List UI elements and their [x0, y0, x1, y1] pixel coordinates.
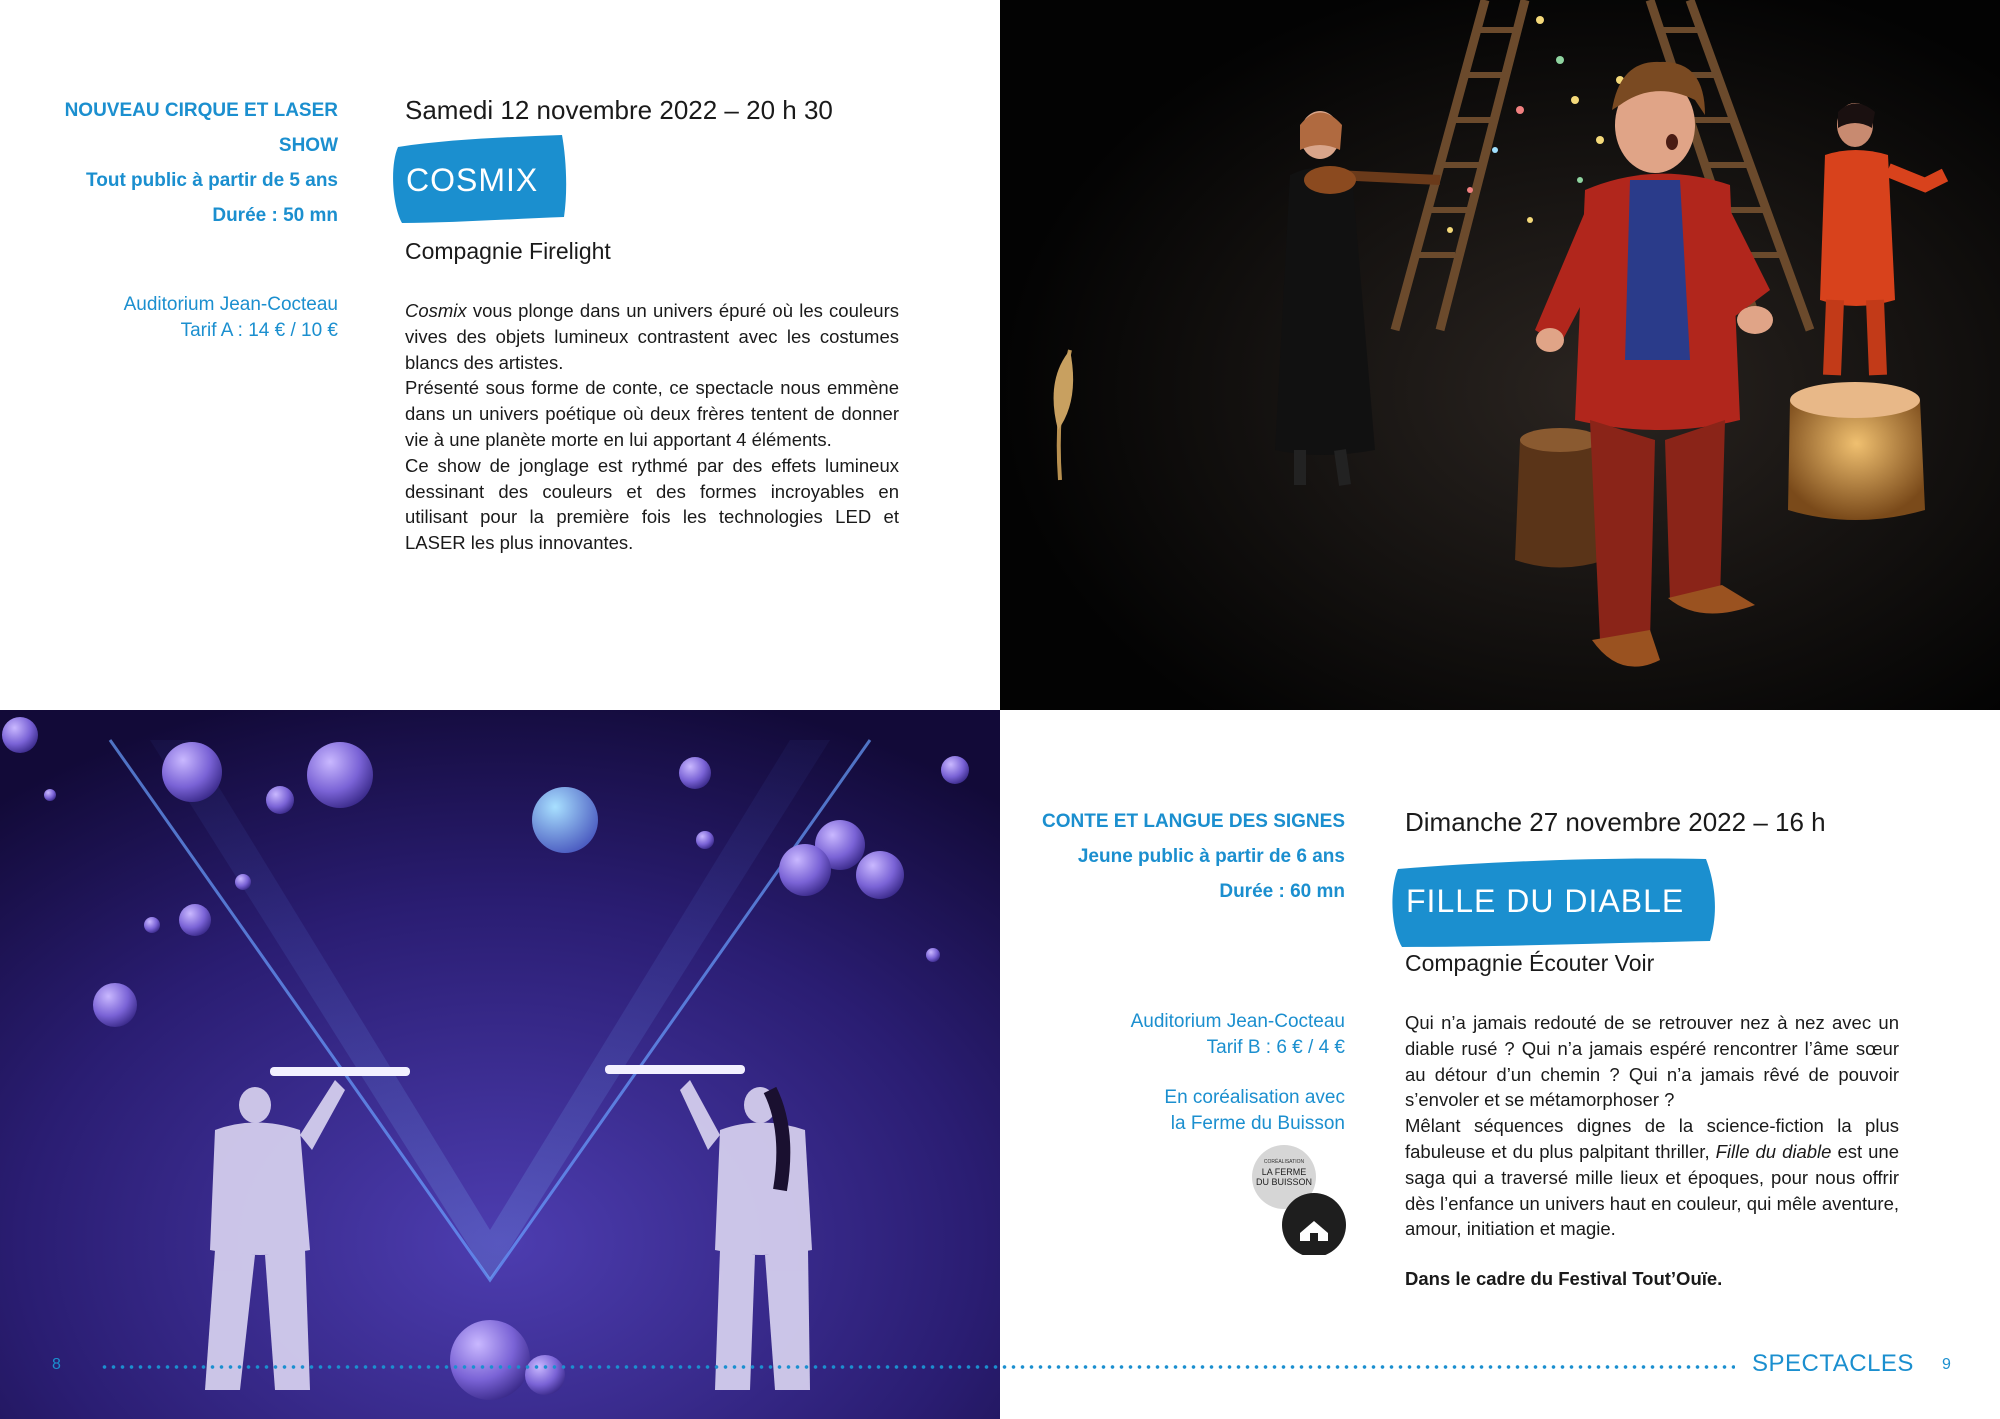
fille-partner-line2: la Ferme du Buisson — [1170, 1113, 1345, 1134]
fille-desc-festival: Dans le cadre du Festival Tout’Ouïe. — [1405, 1268, 1723, 1290]
fille-venue: Auditorium Jean-Cocteau — [1130, 1011, 1345, 1032]
section-label: SPECTACLES — [1752, 1350, 1914, 1377]
cosmix-company: Compagnie Firelight — [405, 238, 611, 264]
fille-meta — [1020, 804, 1345, 909]
cosmix-duration: Durée : 50 mn — [212, 205, 338, 226]
fille-partner-block — [1020, 1085, 1345, 1137]
stage-photo-art — [1000, 0, 2000, 710]
cosmix-desc-p2: Présenté sous forme de conte, ce spectacle nous emmène dans un univers poétique où deux frères tentent de donner vie à une planète morte en lui apportant 4 éléments. — [405, 377, 899, 450]
ferme-logo-line2: DU BUISSON — [1255, 1177, 1312, 1187]
fille-venue-block — [1020, 1009, 1345, 1061]
page-number-right: 9 — [1942, 1356, 1951, 1373]
cosmix-desc-p1: Cosmix vous plonge dans un univers épuré où les couleurs vives des objets lumineux contrastent avec les costumes blancs des artistes. — [405, 300, 899, 373]
cosmix-description — [405, 298, 899, 556]
cosmix-date: Samedi 12 novembre 2022 – 20 h 30 — [405, 95, 833, 125]
fille-category: CONTE ET LANGUE DES SIGNES — [1042, 811, 1345, 832]
cosmix-desc-p3: Ce show de jonglage est rythmé par des effets lumineux dessinant des couleurs et des formes incroyables en utilisant pour la première fois les technologies LED et LASER les plus innovantes. — [405, 454, 899, 554]
fille-description — [1405, 1010, 1899, 1292]
cosmix-venue: Auditorium Jean-Cocteau — [123, 294, 338, 315]
fille-price: Tarif B : 6 € / 4 € — [1206, 1037, 1345, 1058]
ferme-logo-small: CORÉALISATION — [1263, 1159, 1305, 1165]
fille-audience: Jeune public à partir de 6 ans — [1077, 846, 1345, 867]
cosmix-category: NOUVEAU CIRQUE ET LASER SHOW — [64, 100, 338, 156]
cosmix-price: Tarif A : 14 € / 10 € — [180, 320, 338, 341]
cosmix-audience: Tout public à partir de 5 ans — [86, 170, 338, 191]
fille-company: Compagnie Écouter Voir — [1405, 950, 1655, 976]
fille-date: Dimanche 27 novembre 2022 – 16 h — [1405, 807, 1826, 837]
footer-dotted-rule — [100, 1365, 1735, 1369]
fille-desc-italic: Fille du diable — [1715, 1140, 1832, 1162]
fille-desc-p2: Mêlant séquences dignes de la science-fiction la plus fabuleuse et du plus palpitant thriller, Fille du diable est une saga qui a traversé mille lieux et époques, pour nous offrir dès l’enfance un univers haut en couleur, qui mêle aventure, amour, initiation et magie. — [1405, 1115, 1900, 1240]
fille-title: FILLE DU DIABLE — [1406, 883, 1685, 919]
cosmix-venue-block — [20, 292, 338, 344]
cosmix-title: COSMIX — [406, 162, 539, 198]
fille-title-badge — [1388, 855, 1718, 949]
fille-duration: Durée : 60 mn — [1219, 881, 1345, 902]
cosmix-title-badge — [390, 135, 568, 225]
stage-photo — [1000, 0, 2000, 710]
fille-partner-line1: En coréalisation avec — [1164, 1087, 1345, 1108]
fille-desc-p1: Qui n’a jamais redouté de se retrouver nez à nez avec un diable rusé ? Qui n’a jamais espéré rencontrer l’âme sœur au détour d’un chemin ? Qui n’a jamais rêvé de pouvoir s’envoler et se métamorphoser ? — [1405, 1012, 1899, 1111]
cosmix-desc-italic: Cosmix — [405, 300, 467, 321]
ferme-logo-line1: LA FERME — [1261, 1167, 1307, 1177]
ferme-du-buisson-logo — [1250, 1145, 1350, 1255]
page-number-left: 8 — [52, 1356, 61, 1373]
laser-photo — [0, 710, 1000, 1419]
laser-photo-art — [0, 710, 1000, 1419]
cosmix-meta — [20, 93, 338, 233]
